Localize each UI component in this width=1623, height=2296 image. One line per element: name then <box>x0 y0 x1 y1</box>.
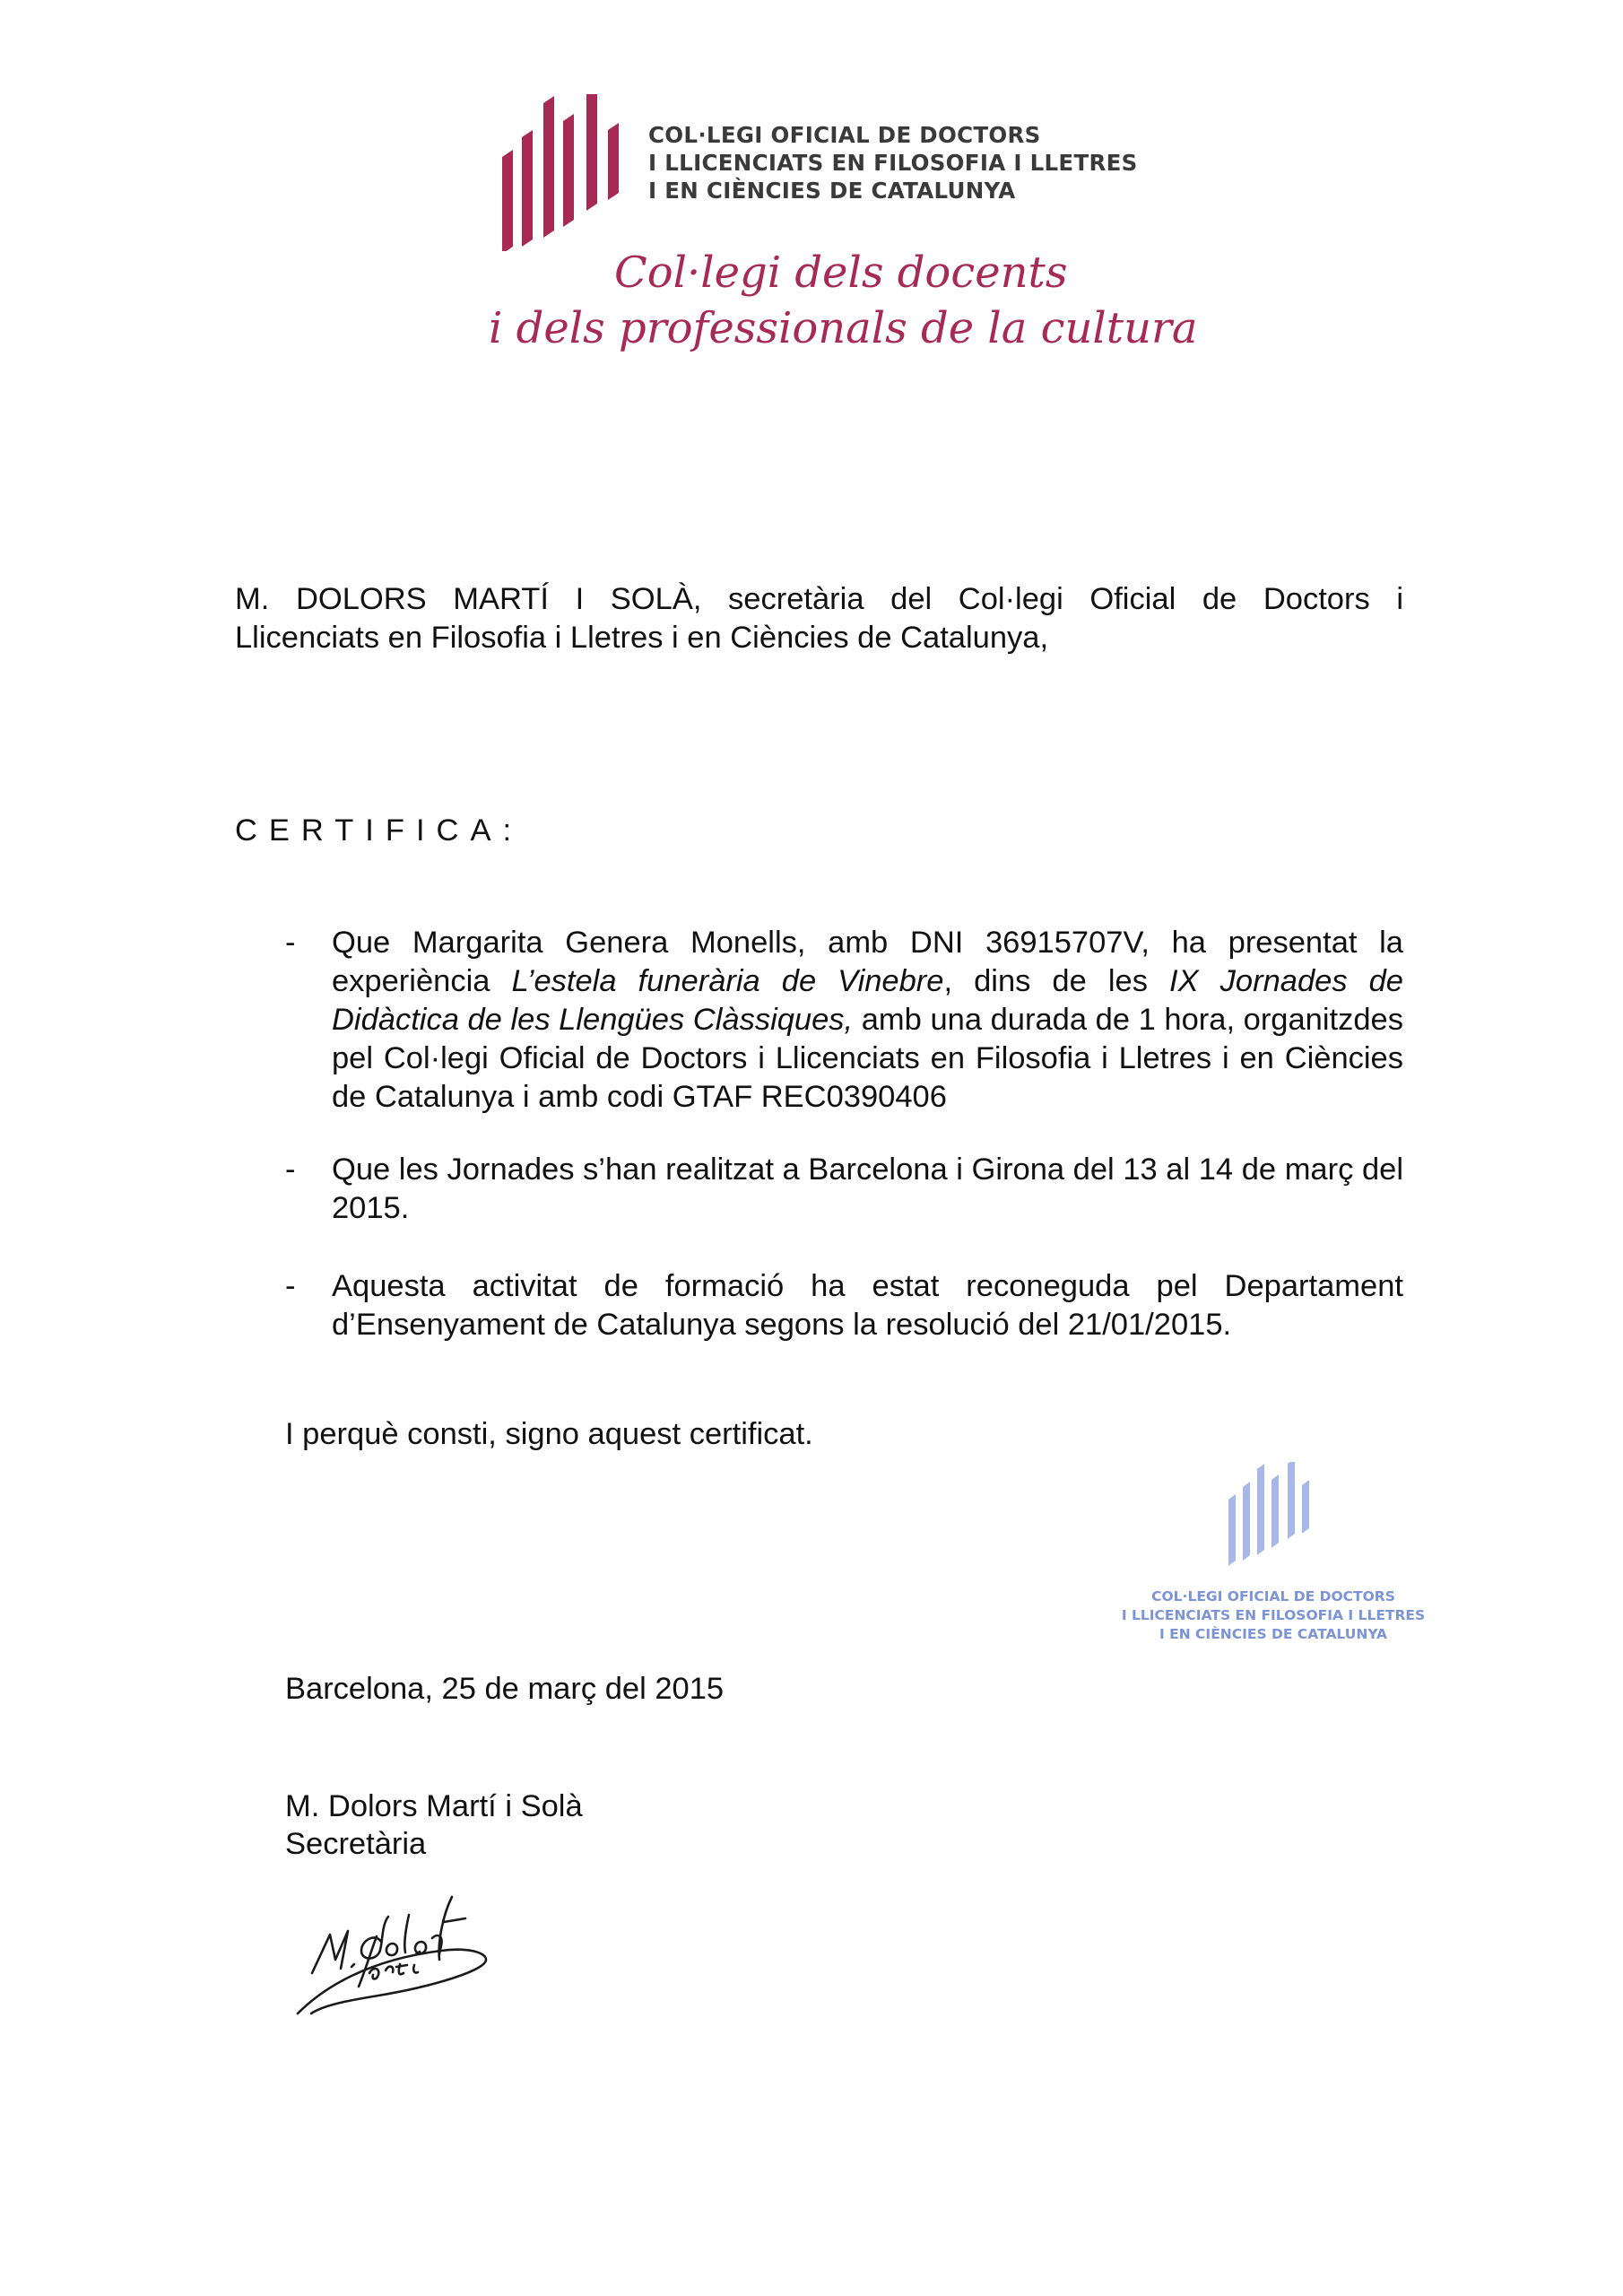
place-date: Barcelona, 25 de març del 2015 <box>285 1672 725 1706</box>
item-dash: - <box>285 1152 296 1187</box>
college-tagline-line-1: Col·legi dels docents <box>614 248 1068 298</box>
item-dash: - <box>285 926 296 960</box>
handwritten-signature <box>296 1879 511 2036</box>
item-text-part: Que Margarita Genera Monells, amb DNI 36915707V, ha presentat la experiència <box>332 926 1403 998</box>
stamp-line-2: I LLICENCIATS EN FILOSOFIA I LLETRES <box>1121 1607 1426 1623</box>
certified-item-text <box>332 924 1403 1117</box>
item-dash: - <box>285 1269 296 1303</box>
college-tagline-line-2: i dels professionals de la cultura <box>489 303 1198 353</box>
activity-title: L’estela funerària de Vinebre <box>511 964 944 998</box>
stamp-line-3: I EN CIÈNCIES DE CATALUNYA <box>1159 1626 1388 1642</box>
college-name-line-3: I EN CIÈNCIES DE CATALUNYA <box>648 178 1016 204</box>
stamp-line-1: COL·LEGI OFICIAL DE DOCTORS <box>1151 1588 1395 1605</box>
stamp-text <box>1112 1587 1435 1644</box>
certified-item <box>285 924 1403 1117</box>
certifica-heading: CERTIFICA: <box>235 813 524 848</box>
intro-line-2: Llicenciats en Filosofia i Lletres i en Ciències de Catalunya, <box>235 621 1049 655</box>
college-name <box>648 121 1138 204</box>
certified-item <box>285 1267 1403 1344</box>
item-text-part: amb una durada de 1 hora, organitzdes pel Col·legi Oficial de Doctors i Llicenciats en Filosofia i Lletres i en Ciències de Catalunya i amb codi GTAF REC0390406 <box>332 1003 1403 1114</box>
college-logo-bars-icon <box>502 94 646 251</box>
college-logo <box>489 94 1198 390</box>
college-name-line-2: I LLICENCIATS EN FILOSOFIA I LLETRES <box>648 150 1138 176</box>
certified-item <box>285 1151 1403 1228</box>
college-tagline <box>489 245 1198 356</box>
closing-statement: I perquè consti, signo aquest certificat. <box>285 1417 813 1451</box>
signatory-name: M. Dolors Martí i Solà <box>285 1789 583 1823</box>
signatory-role: Secretària <box>285 1827 427 1861</box>
college-name-line-1: COL·LEGI OFICIAL DE DOCTORS <box>648 122 1041 148</box>
intro-paragraph <box>235 580 1403 657</box>
certified-item-text: Que les Jornades s’han realitzat a Barcelona i Girona del 13 al 14 de març del 2015. <box>332 1152 1403 1225</box>
certified-item-text: Aquesta activitat de formació ha estat reconeguda pel Departament d’Ensenyament de Catalunya segons la resolució del 21/01/2015. <box>332 1269 1403 1342</box>
college-stamp <box>1112 1462 1453 1677</box>
event-title: IX Jornades de Didàctica de les Llengües Clàssiques, <box>332 964 1403 1037</box>
intro-line-1: M. DOLORS MARTÍ I SOLÀ, secretària del Col·legi Oficial de Doctors i <box>235 582 1403 616</box>
stamp-bars-icon <box>1228 1462 1327 1587</box>
item-text-part: , dins de les <box>943 964 1169 998</box>
